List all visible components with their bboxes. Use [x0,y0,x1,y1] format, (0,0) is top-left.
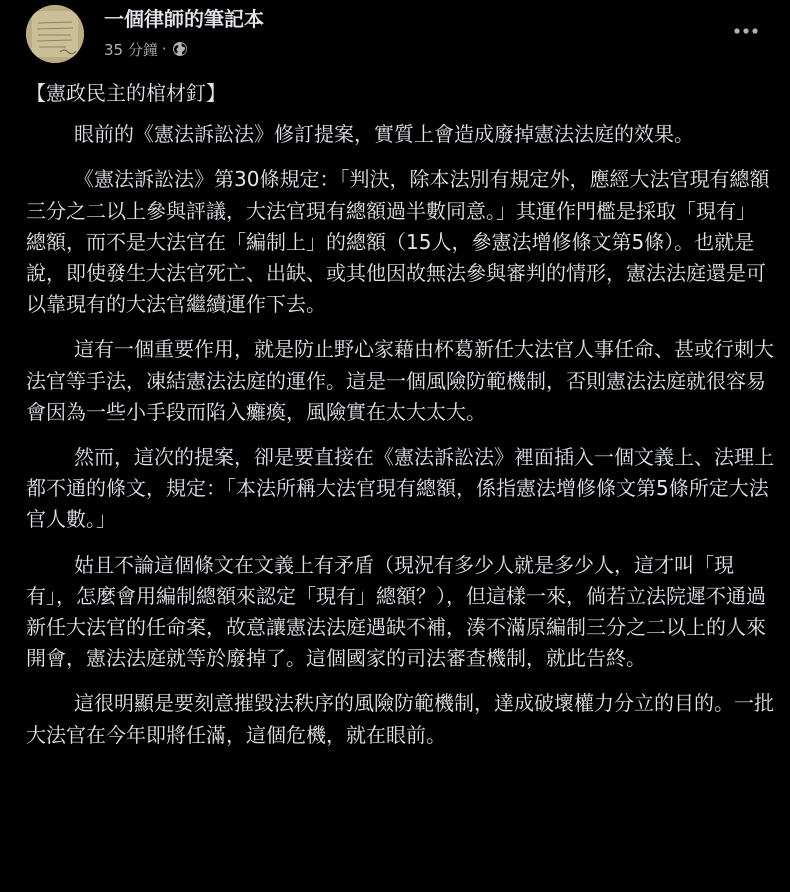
post-paragraph: 然而，這次的提案，卻是要直接在《憲法訴訟法》裡面插入一個文義上、法理上都不通的條文，規定：「本法所稱大法官現有總額，係指憲法增修條文第5條所定大法官人數。」 [26,445,774,532]
post-body [26,78,774,765]
more-options-icon [732,27,760,35]
more-options-button[interactable] [727,18,765,44]
avatar[interactable] [26,5,84,63]
post-timestamp[interactable]: 35 分鐘 [104,40,158,59]
post-paragraph: 姑且不論這個條文在文義上有矛盾（現況有多少人就是多少人，這才叫「現有」，怎麼會用編制總額來認定「現有」總額？），但這樣一來，倘若立法院遲不通過新任大法官的任命案，故意讓憲法法庭遇缺不補，湊不滿原編制三分之二以上的人來開會，憲法法庭就等於廢掉了。這個國家的司法審查機制，就此告終。 [26,552,766,671]
post-meta [104,38,188,60]
post-paragraph: 這有一個重要作用，就是防止野心家藉由杯葛新任大法官人事任命、甚或行刺大法官等手法，凍結憲法法庭的運作。這是一個風險防範機制，否則憲法法庭就很容易會因為一些小手段而陷入癱瘓，風險實在太大太大。 [26,337,774,424]
avatar-image [26,5,84,63]
globe-icon [172,41,188,57]
page-name-link[interactable]: 一個律師的筆記本 [104,7,264,31]
post-headline: 【憲政民主的棺材釘】 [26,81,226,105]
post-paragraph: 眼前的《憲法訴訟法》修訂提案，實質上會造成廢掉憲法法庭的效果。 [74,122,694,147]
meta-separator: · [161,40,167,58]
post-paragraph: 《憲法訴訟法》第30條規定：「判決，除本法別有規定外，應經大法官現有總額三分之二以上參與評議，大法官現有總額過半數同意。」其運作門檻是採取「現有」總額，而不是大法官在「編制上」的總額（15人，參憲法增修條文第5條）。也就是說，即使發生大法官死亡、出缺、或其他因故無法參與審判的情形，憲法法庭還是可以靠現有的大法官繼續運作下去。 [26,167,770,317]
post-paragraph: 這很明顯是要刻意摧毀法秩序的風險防範機制，達成破壞權力分立的目的。一批大法官在今年即將任滿，這個危機，就在眼前。 [26,691,774,747]
post-header [0,0,790,70]
